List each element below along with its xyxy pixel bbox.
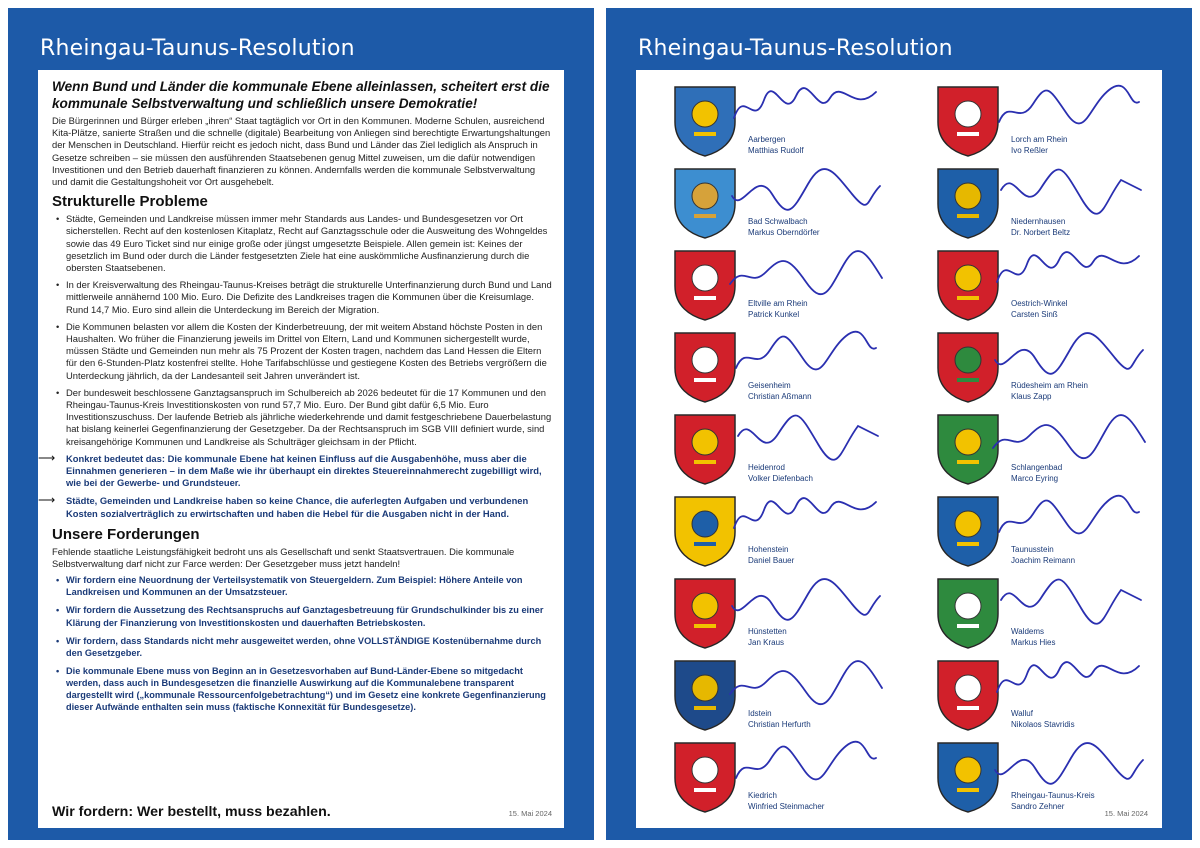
municipality-name: Lorch am Rhein [1011, 135, 1068, 144]
signature-block [899, 324, 1162, 406]
handwritten-signature [989, 652, 1149, 714]
signature-block [899, 406, 1162, 488]
municipality-name: Idstein [748, 709, 772, 718]
signatory-name: Dr. Norbert Beltz [1011, 228, 1071, 237]
signature-block [636, 242, 899, 324]
signatory-name: Sandro Zehner [1011, 802, 1065, 811]
list-item: • Die kommunale Ebene muss von Beginn an in Gesetzesvorhaben auf Bund-Länder-Ebene so mitgedacht werden, dass auch in Bundesgesetzen die finanzielle Auswirkung auf die Kommunalebene transparent dargestellt wird („kommunale Ressourcenfolgebetrachtung“) und im Gesetz eine konkrete Gegenfinanzierung dieser Aufwände enthalten sein muss (faktische Konnexität für Bundesgesetze). [52, 665, 552, 713]
signature-block [899, 488, 1162, 570]
handwritten-signature [726, 406, 886, 468]
list-item: • Städte, Gemeinden und Landkreise müssen immer mehr Standards aus Landes- und Bundesgesetzen vor Ort sicherstellen. Recht auf den kostenlosen Kitaplatz, Recht auf Ganztagsschule oder die Ausweitung des Wohngeldes sowie das 49 Euro Ticket sind nur einige große oder jüngst umgesetzte Beispiele. Allen gemein ist: Keines der gesetzlich im Bund oder durch die Länder festgesetzten Ziele hat eine auskömmliche Ausfinanzierung durch die obersten Staatsebenen. [52, 213, 552, 274]
resolution-page-text [8, 8, 594, 840]
handwritten-signature [726, 324, 886, 386]
signatory-name: Markus Hies [1011, 638, 1056, 647]
signature-block [899, 160, 1162, 242]
signature-block [636, 652, 899, 734]
signatory-name: Markus Oberndörfer [748, 228, 820, 237]
handwritten-signature [989, 160, 1149, 222]
conclusion-text: Städte, Gemeinden und Landkreise haben so keine Chance, die auferlegten Aufgaben und verbundenen Kosten sozialverträglich zu erwirtschaften und haben die Hebel für die Ausgaben nicht in der Hand. [66, 495, 529, 519]
municipality-name: Rheingau-Taunus-Kreis [1011, 791, 1095, 800]
headline: Wenn Bund und Länder die kommunale Ebene alleinlassen, scheitert erst die kommunale Selbstverwaltung und schließlich unsere Demokratie! [52, 79, 550, 111]
signature-block [636, 160, 899, 242]
document-date: 15. Mai 2024 [508, 809, 552, 818]
municipality-name: Waldems [1011, 627, 1045, 636]
list-item: • Die Kommunen belasten vor allem die Kosten der Kinderbetreuung, der mit weitem Abstand höchste Posten in den Haushalten. Wo früher die Finanzierung jeweils im Drittel von Eltern, Land und Kommunen sichergestellt wurde, müssen Städte und Gemeinden nun mehr als 75 Prozent der Kosten tragen, nachdem das Land Hessen die Eltern für den 6-Stunden-Platz kostenfrei stellte. Hohe Tarifabschlüsse und gestiegene Kosten des Betriebs vergrößern die Unterdeckung jährlich, da der Landesanteil seit Jahren unverändert ist. [52, 321, 552, 382]
handwritten-signature [726, 78, 886, 140]
signature-block [636, 406, 899, 488]
handwritten-signature [726, 160, 886, 222]
municipality-name: Oestrich-Winkel [1011, 299, 1068, 308]
demands-intro: Fehlende staatliche Leistungsfähigkeit bedroht uns als Gesellschaft und senkt Staatsvertrauen. Die kommunale Selbstverwaltung darf nicht zur Farce werden: Der Gesetzgeber muss jetzt handeln! [52, 545, 515, 570]
conclusion-item [38, 450, 552, 490]
problems-list [52, 213, 552, 448]
municipality-name: Eltville am Rhein [748, 299, 808, 308]
section-title-problems: Strukturelle Probleme [52, 193, 208, 211]
signatory-name: Joachim Reimann [1011, 556, 1076, 565]
municipality-name: Niedernhausen [1011, 217, 1066, 226]
signatory-name: Nikolaos Stavridis [1011, 720, 1075, 729]
document-date: 15. Mai 2024 [1104, 809, 1148, 818]
signatory-name: Christian Herfurth [748, 720, 811, 729]
handwritten-signature [989, 488, 1149, 550]
signatory-name: Winfried Steinmacher [748, 802, 825, 811]
municipality-name: Taunusstein [1011, 545, 1054, 554]
municipality-name: Hohenstein [748, 545, 789, 554]
municipality-name: Rüdesheim am Rhein [1011, 381, 1088, 390]
signatory-name: Daniel Bauer [748, 556, 795, 565]
signatory-name: Carsten Sinß [1011, 310, 1058, 319]
signature-block [636, 488, 899, 570]
demands-list [52, 574, 552, 713]
municipality-name: Bad Schwalbach [748, 217, 808, 226]
municipality-name: Schlangenbad [1011, 463, 1063, 472]
list-item: • Wir fordern, dass Standards nicht mehr ausgeweitet werden, ohne VOLLSTÄNDIGE Kostenübernahme durch den Gesetzgeber. [52, 635, 552, 659]
conclusion-text: Konkret bedeutet das: Die kommunale Ebene hat keinen Einfluss auf die Ausgabenhöhe, muss aber die Einnahmen generieren – in dem Maße wie ihr überhaupt ein direktes Steuereinnahmerecht zugebilligt wird, wie bei der Gewerbe- und Grundsteuer. [66, 452, 542, 489]
signature-block [636, 78, 899, 160]
signature-block [636, 324, 899, 406]
handwritten-signature [726, 570, 886, 632]
municipality-name: Hünstetten [748, 627, 787, 636]
signatory-name: Jan Kraus [748, 638, 785, 647]
list-item: • In der Kreisverwaltung des Rheingau-Taunus-Kreises beträgt die strukturelle Unterfinanzierung durch Bund und Land mittlerweile annähernd 100 Mio. Euro. Die Defizite des Landkreises tragen die Kommunen über die Kreisumlage. Rund 14,7 Mio. Euro sind allein die Unterdeckung im Bereich der Migration. [52, 279, 552, 316]
signature-block [899, 78, 1162, 160]
signature-block [899, 652, 1162, 734]
handwritten-signature [726, 652, 886, 714]
list-item: • Wir fordern eine Neuordnung der Verteilsystematik von Steuergeldern. Zum Beispiel: Höhere Anteile von Landkreisen und Kommunen an der Umsatzsteuer. [52, 574, 552, 598]
conclusion-item [38, 493, 552, 519]
arrow-right-icon: ⟶ [38, 450, 56, 465]
signature-grid [636, 78, 1162, 816]
handwritten-signature [989, 406, 1149, 468]
list-item: • Der bundesweit beschlossene Ganztagsanspruch im Schulbereich ab 2026 bedeutet für die 17 Kommunen und den Rheingau-Taunus-Kreis Investitionskosten von rund 57,7 Mio. Euro. Der Bund gibt dafür 6,5 Mio. Euro Investitionszuschuss. Der laufende Betrieb als jährliche wiederkehrende und damit festgeschriebene Dauerbelastung hat bislang keinerlei Gegenfinanzierung der Gesetzgeber. Da der Rechtsanspruch im SGB VIII definiert wurde, sind kreisangehörige Kommunen und Landkreise als Schulträger gleichsam in der Pflicht. [52, 387, 552, 448]
section-title-demands: Unsere Forderungen [52, 525, 200, 543]
signature-panel [636, 70, 1162, 828]
signature-block [899, 242, 1162, 324]
page-title: Rheingau-Taunus-Resolution [40, 36, 355, 61]
municipality-name: Kiedrich [748, 791, 777, 800]
signature-block [636, 734, 899, 816]
signatory-name: Marco Eyring [1011, 474, 1059, 483]
signatory-name: Ivo Reßler [1011, 146, 1048, 155]
signatory-name: Volker Diefenbach [748, 474, 813, 483]
handwritten-signature [726, 488, 886, 550]
municipality-name: Heidenrod [748, 463, 785, 472]
handwritten-signature [989, 734, 1149, 796]
intro-paragraph: Die Bürgerinnen und Bürger erleben „ihren“ Staat tagtäglich vor Ort in den Kommunen. Moderne Schulen, ausreichend Kita-Plätze, sanierte Straßen und die schnelle (digitale) Bearbeitung von Anliegen sind berechtigte Erwartungshaltungen der Menschen in Deutschland. Hierfür reicht es jedoch nicht, dass Bund und Länder das Ziel lediglich als Anspruch in Gesetze schreiben – sie müssen den ausführenden Staatsebenen genug Mittel zuweisen, um die dafür notwendigen Investitionen und den Betrieb dauerhaft finanzieren zu können. Andernfalls werden die kommunale Selbstverwaltung und damit die Gestaltungshoheit vor Ort ausgehebelt. [52, 115, 551, 188]
handwritten-signature [989, 78, 1149, 140]
handwritten-signature [726, 734, 886, 796]
signatory-name: Christian Aßmann [748, 392, 812, 401]
signatory-name: Patrick Kunkel [748, 310, 800, 319]
handwritten-signature [989, 242, 1149, 304]
resolution-page-signatures [606, 8, 1192, 840]
handwritten-signature [989, 570, 1149, 632]
page-title: Rheingau-Taunus-Resolution [638, 36, 953, 61]
municipality-name: Geisenheim [748, 381, 791, 390]
signatory-name: Klaus Zapp [1011, 392, 1052, 401]
arrow-right-icon: ⟶ [38, 493, 56, 508]
signatory-name: Matthias Rudolf [748, 146, 804, 155]
signature-block [899, 570, 1162, 652]
signature-block [899, 734, 1162, 816]
handwritten-signature [989, 324, 1149, 386]
municipality-name: Aarbergen [748, 135, 786, 144]
municipality-name: Walluf [1011, 709, 1033, 718]
handwritten-signature [726, 242, 886, 304]
closing-statement: Wir fordern: Wer bestellt, muss bezahlen. [52, 804, 331, 820]
signature-block [636, 570, 899, 652]
text-panel [38, 70, 564, 828]
list-item: • Wir fordern die Aussetzung des Rechtsanspruchs auf Ganztagesbetreuung für Grundschulkinder bis zu einer Klärung der Finanzierung von Investitionskosten und dauerhaften Betriebskosten. [52, 604, 552, 628]
